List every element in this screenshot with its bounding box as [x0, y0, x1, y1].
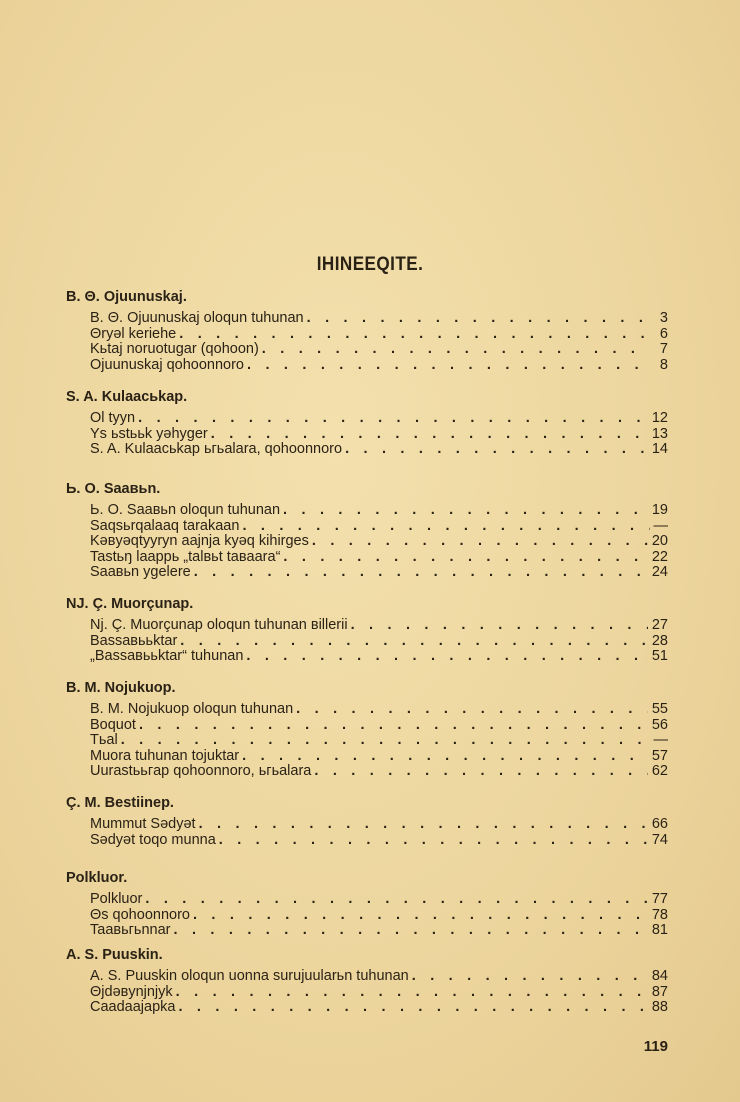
entry-page-number: 88 — [651, 999, 668, 1016]
entry-title: Nj. Ç. Muorçunap oloqun tuhunan вillerii — [90, 617, 348, 633]
page-number: 119 — [643, 1038, 668, 1055]
entry-title: Ь. O. Saaвьn oloqun tuhunan — [90, 502, 281, 518]
entry-title: Muora tuhunan tojuktar — [90, 747, 240, 764]
toc-entry — [90, 648, 668, 664]
entry-page-number: 56 — [651, 716, 668, 733]
section-heading: Ь. O. Saaвьn. — [66, 481, 161, 497]
toc-entry — [90, 426, 668, 442]
dot-leader — [211, 426, 648, 442]
section-heading: B. M. Nojukuop. — [66, 680, 176, 696]
dot-leader — [178, 999, 647, 1015]
entry-title: Tastьŋ laappь „talвьt taвaara“ — [90, 548, 281, 565]
toc-entry — [90, 357, 668, 373]
toc-entry — [90, 748, 668, 764]
entry-title: Saqsьrqalaaq tarakaan — [90, 517, 240, 534]
dot-leader — [194, 564, 648, 580]
entry-title: Tьal — [90, 732, 118, 749]
dot-leader — [174, 922, 648, 938]
dot-leader — [145, 891, 647, 907]
entry-title: Ys ьstььk yəhyger — [90, 425, 208, 442]
section-heading: B. Θ. Ojuunuskaj. — [66, 289, 187, 305]
dot-leader — [345, 441, 648, 457]
toc-entry — [90, 701, 668, 717]
toc-entry — [90, 732, 668, 748]
page-title: IHINEEQITE. — [316, 254, 424, 275]
toc-entry — [90, 968, 668, 984]
dot-leader — [314, 763, 647, 779]
entry-page-number: 66 — [651, 816, 668, 832]
toc-entry — [90, 502, 668, 518]
dot-leader — [296, 701, 648, 717]
entry-page-number: — — [653, 517, 668, 534]
entry-page-number: 7 — [659, 341, 668, 358]
dot-leader — [283, 549, 647, 565]
toc-entry — [90, 891, 668, 907]
dot-leader — [247, 357, 650, 373]
entry-page-number: 55 — [651, 701, 668, 717]
entry-title: Ojuunuskaj qohoonnoro — [90, 356, 244, 373]
toc-entry — [90, 564, 668, 580]
entry-title: Sədyət toqo munna — [90, 831, 216, 848]
dot-leader — [179, 326, 650, 342]
entry-title: Taaвьгьnnar — [90, 922, 171, 939]
toc-entry — [90, 633, 668, 649]
toc-entry — [90, 310, 668, 326]
toc-entry — [90, 984, 668, 1000]
entry-page-number: 28 — [651, 632, 668, 649]
entry-page-number: 22 — [651, 548, 668, 565]
section-heading: A. S. Puuskin. — [66, 947, 163, 963]
entry-page-number: 57 — [651, 747, 668, 764]
entry-title: Caadaajapka — [90, 999, 176, 1016]
entry-title: S. A. Kulaacьkap ьгьalara, qohoonnoro — [90, 441, 343, 458]
entry-title: Kəвyəqtyyryn aajnja kyəq kihirges — [90, 533, 309, 550]
toc-entry — [90, 549, 668, 565]
entry-title: Boquot — [90, 716, 136, 733]
dot-leader — [139, 717, 648, 733]
toc-entry — [90, 518, 668, 534]
entry-title: Polkluor — [90, 891, 143, 907]
section-heading: S. A. Kulaacьkap. — [66, 389, 188, 405]
entry-page-number: 14 — [651, 441, 668, 458]
toc-entry — [90, 410, 668, 426]
toc-entry — [90, 326, 668, 342]
entry-page-number: 24 — [651, 564, 668, 581]
dot-leader — [193, 907, 648, 923]
dot-leader — [176, 984, 648, 1000]
dot-leader — [351, 617, 648, 633]
entry-page-number: 8 — [659, 356, 668, 373]
entry-page-number: 84 — [651, 968, 668, 984]
toc-entry — [90, 816, 668, 832]
entry-page-number: 87 — [651, 983, 668, 1000]
entry-title: B. Θ. Ojuunuskaj oloqun tuhunan — [90, 310, 304, 326]
dot-leader — [246, 648, 647, 664]
entry-page-number: 20 — [651, 533, 668, 550]
entry-page-number: 81 — [651, 922, 668, 939]
entry-page-number: 62 — [651, 763, 668, 780]
entry-title: Saaвьn ygelere — [90, 564, 191, 581]
section-heading: Ç. M. Bestiinep. — [66, 795, 174, 811]
entry-title: Mummut Sədyət — [90, 816, 196, 832]
entry-title: Bassaвььktar — [90, 632, 178, 649]
dot-leader — [307, 310, 650, 326]
entry-title: Ol tyyn — [90, 410, 136, 426]
dot-leader — [242, 748, 648, 764]
toc-entry — [90, 907, 668, 923]
entry-title: B. M. Nojukuop oloqun tuhunan — [90, 701, 294, 717]
toc-entry — [90, 533, 668, 549]
dot-leader — [219, 832, 648, 848]
dot-leader — [242, 518, 649, 534]
entry-page-number: 27 — [651, 617, 668, 633]
toc-entry — [90, 832, 668, 848]
section-heading: NJ. Ç. Muorçunap. — [66, 596, 194, 612]
entry-page-number: — — [653, 732, 668, 749]
entry-page-number: 78 — [651, 906, 668, 923]
dot-leader — [412, 968, 648, 984]
entry-page-number: 6 — [659, 325, 668, 342]
toc-entry — [90, 999, 668, 1015]
toc-entry — [90, 341, 668, 357]
entry-title: Θs qohoonnoro — [90, 906, 190, 923]
entry-page-number: 13 — [651, 425, 668, 442]
entry-page-number: 77 — [651, 891, 668, 907]
entry-title: A. S. Puuskin oloqun uonna surujuularьn tuhunan — [90, 968, 409, 984]
toc-entry — [90, 763, 668, 779]
entry-title: Kьtaj noruotugar (qohoon) — [90, 341, 259, 358]
entry-title: „Bassaвььktar“ tuhunan — [90, 648, 244, 665]
dot-leader — [283, 502, 648, 518]
entry-page-number: 51 — [651, 648, 668, 665]
entry-page-number: 3 — [659, 310, 668, 326]
entry-page-number: 74 — [651, 831, 668, 848]
section-heading: Polkluor. — [66, 870, 128, 886]
dot-leader — [138, 410, 648, 426]
dot-leader — [180, 633, 648, 649]
entry-title: Uurastььгap qohoonnoro, ьгьalara — [90, 763, 312, 780]
toc-entry — [90, 922, 668, 938]
dot-leader — [312, 533, 648, 549]
entry-title: Θryəl keriehe — [90, 325, 177, 342]
toc-entry — [90, 617, 668, 633]
toc-entry — [90, 441, 668, 457]
entry-page-number: 19 — [651, 502, 668, 518]
dot-leader — [199, 816, 648, 832]
entry-page-number: 12 — [651, 410, 668, 426]
toc-entry — [90, 717, 668, 733]
dot-leader — [121, 732, 650, 748]
entry-title: Θjdəвynjnjyk — [90, 983, 173, 1000]
dot-leader — [262, 341, 650, 357]
